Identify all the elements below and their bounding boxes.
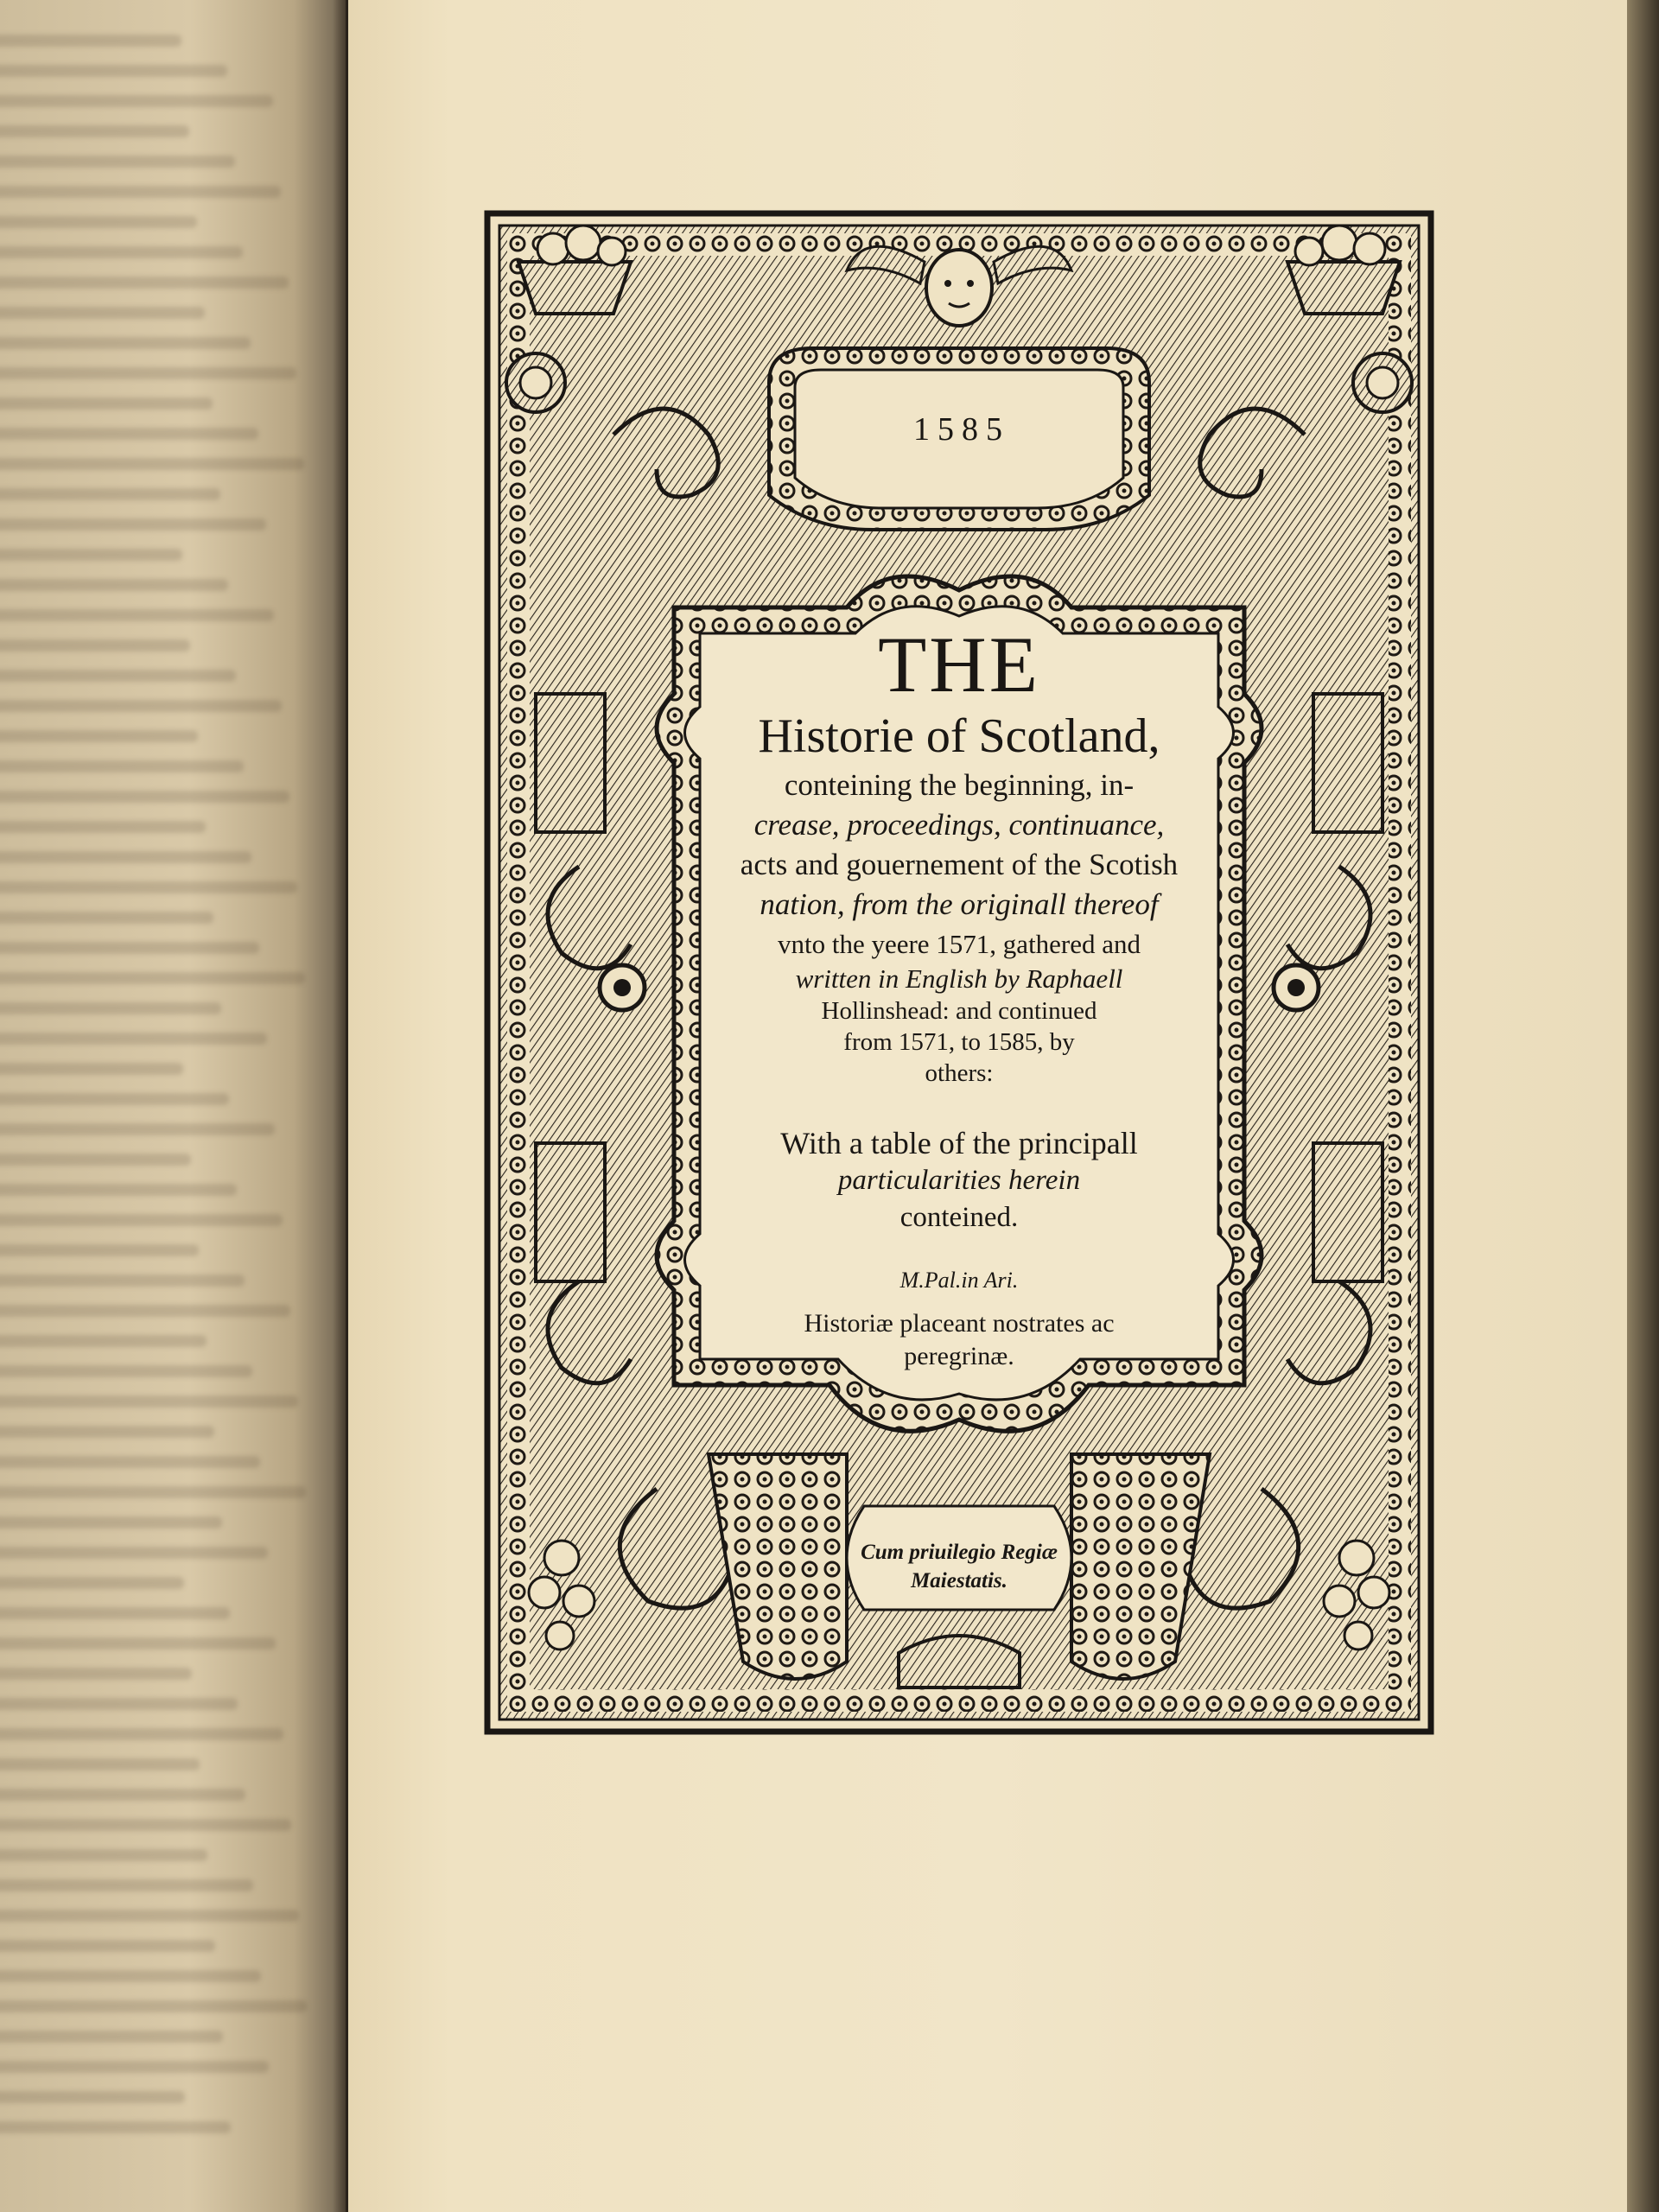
blurred-text-line — [0, 2091, 185, 2103]
blurred-text-line — [0, 1728, 283, 1740]
blurred-text-line — [0, 488, 220, 500]
blurred-text-line — [0, 1879, 253, 1891]
title-page-frame — [484, 210, 1434, 1735]
blurred-text-line — [0, 518, 266, 531]
blurred-text-line — [0, 1033, 267, 1045]
lion-mask-left — [506, 353, 565, 412]
blurred-text-line — [0, 1668, 192, 1680]
blurred-text-line — [0, 458, 304, 470]
blurred-text-line — [0, 1154, 191, 1166]
fruit-basket-top-right — [1287, 226, 1400, 314]
blurred-text-line — [0, 1758, 200, 1770]
book-title: Historie of Scotland, — [758, 709, 1160, 763]
blurred-text-line — [0, 1607, 230, 1619]
blurred-text-line — [0, 2000, 307, 2012]
blurred-text-line — [0, 1577, 184, 1589]
subtitle-line: crease, proceedings, continuance, — [753, 808, 1165, 842]
blurred-text-line — [0, 125, 189, 137]
blurred-text-line — [0, 1940, 215, 1952]
blurred-text-line — [0, 1486, 306, 1498]
blurred-text-line — [0, 639, 190, 652]
blurred-text-line — [0, 1970, 261, 1982]
lion-mask-right — [1353, 353, 1412, 412]
blurred-text-line — [0, 821, 206, 833]
blurred-text-line — [0, 730, 198, 742]
title-heading: THE — [878, 620, 1040, 709]
blurred-text-line — [0, 35, 181, 47]
subtitle-line: nation, from the originall thereof — [760, 887, 1159, 921]
subtitle-line: vnto the yeere 1571, gathered and — [777, 929, 1141, 959]
motto-line: Historiæ placeant nostrates ac — [804, 1309, 1115, 1338]
blurred-text-line — [0, 700, 282, 712]
table-note-line: conteined. — [899, 1202, 1019, 1233]
blurred-text-line — [0, 791, 289, 803]
blurred-text-line — [0, 609, 274, 621]
subtitle-line: Hollinshead: and continued — [821, 997, 1097, 1025]
blurred-text-line — [0, 307, 205, 319]
blurred-text-line — [0, 1426, 214, 1438]
blurred-text-line — [0, 428, 258, 440]
subtitle-line: written in English by Raphaell — [795, 963, 1123, 994]
blurred-text-line — [0, 1274, 245, 1287]
blurred-text-line — [0, 1698, 238, 1710]
motto-attribution: M.Pal.in Ari. — [899, 1268, 1019, 1293]
publication-year: 1585 — [913, 411, 1010, 448]
page-edge — [1627, 0, 1659, 2212]
blurred-text-line — [0, 1335, 207, 1347]
blurred-text-line — [0, 1789, 245, 1801]
table-note-line: With a table of the principall — [780, 1126, 1138, 1160]
blurred-text-line — [0, 276, 289, 289]
blurred-text-line — [0, 65, 227, 77]
blurred-text-line — [0, 1214, 283, 1226]
blurred-text-line — [0, 1910, 299, 1922]
blurred-text-line — [0, 2031, 223, 2043]
blurred-text-line — [0, 1819, 291, 1831]
blurred-text-line — [0, 2121, 231, 2133]
blurred-text-line — [0, 1093, 229, 1105]
blurred-text-line — [0, 156, 235, 168]
blurred-text-line — [0, 397, 213, 410]
blurred-text-line — [0, 851, 251, 863]
blurred-text-line — [0, 1244, 199, 1256]
blurred-text-line — [0, 216, 197, 228]
blurred-text-line — [0, 942, 259, 954]
blurred-text-line — [0, 337, 251, 349]
subtitle-line: from 1571, to 1585, by — [843, 1028, 1075, 1056]
table-note-line: particularities herein — [837, 1165, 1081, 1196]
blurred-text-line — [0, 549, 182, 561]
blurred-text-line — [0, 367, 296, 379]
privilege-line: Cum priuilegio Regiæ — [861, 1541, 1058, 1564]
blurred-text-line — [0, 670, 236, 682]
blurred-text-line — [0, 1365, 252, 1377]
blurred-text-line — [0, 1516, 222, 1529]
blurred-text-line — [0, 246, 243, 258]
blurred-text-line — [0, 1063, 183, 1075]
blurred-text-line — [0, 95, 273, 107]
blurred-text-line — [0, 1123, 275, 1135]
blurred-text-line — [0, 1395, 298, 1408]
motto-line: peregrinæ. — [904, 1342, 1014, 1370]
blurred-text-line — [0, 1456, 260, 1468]
blurred-text-line — [0, 1184, 237, 1196]
blurred-text-line — [0, 1637, 276, 1649]
blurred-text-line — [0, 1002, 221, 1014]
privilege-line: Maiestatis. — [911, 1569, 1007, 1592]
blurred-text-line — [0, 2061, 269, 2073]
blurred-text-line — [0, 912, 213, 924]
blurred-text-line — [0, 881, 297, 893]
subtitle-line: acts and gouernement of the Scotish — [740, 848, 1179, 881]
blurred-text-line — [0, 760, 244, 772]
left-facing-page — [0, 0, 346, 2212]
subtitle-line: conteining the beginning, in- — [784, 768, 1135, 802]
blurred-text-line — [0, 1547, 268, 1559]
blurred-text-line — [0, 1849, 207, 1861]
blurred-text-line — [0, 972, 305, 984]
blurred-text-line — [0, 579, 228, 591]
blurred-text-line — [0, 1305, 290, 1317]
subtitle-line: others: — [925, 1059, 994, 1087]
blurred-text-line — [0, 186, 281, 198]
